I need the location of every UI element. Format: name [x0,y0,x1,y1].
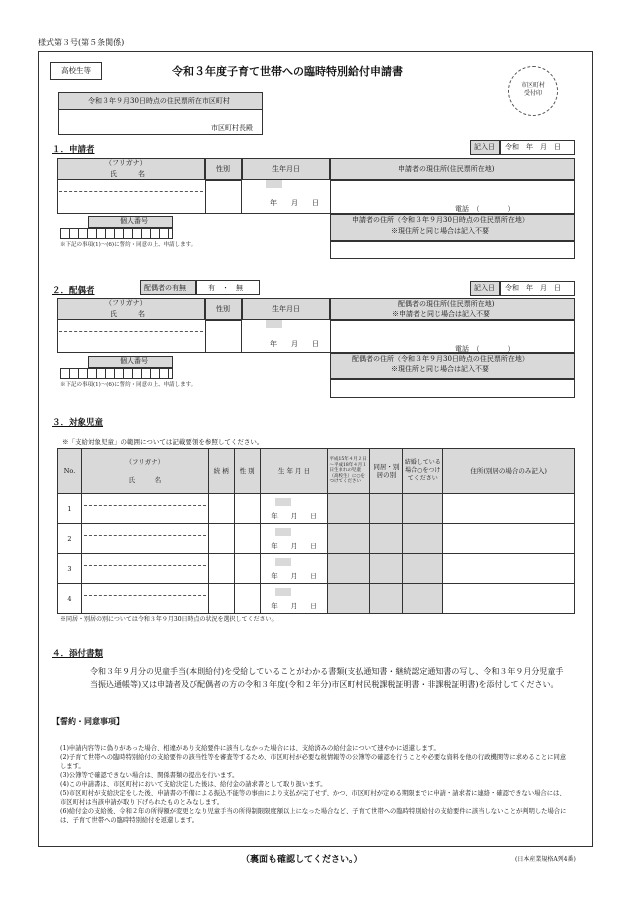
form-number: 様式第３号(第５条関係) [38,38,125,47]
col-cohabitation: 同居・別居の別 [370,449,403,494]
children-footnote: ※同居・別居の別については令和３年９月30日時点の状況を選択してください。 [60,616,278,623]
current-address-label: 申請者の現住所(住民票所在地) [398,165,495,173]
table-row [58,524,575,554]
col-married: 結婚している場合○をつけてください [403,449,443,494]
child-cohab-cell[interactable] [370,584,403,614]
paper-size-note: (日本産業規格A列4番) [515,856,576,863]
has-spouse-options: 有 ・ 無 [208,284,243,292]
spouse-entry-date-value: 令和 年 月 日 [505,284,561,292]
municipality-field[interactable] [60,112,260,124]
child-relation-cell[interactable] [208,554,234,584]
section-children-title: ３．対象児童 [52,418,104,428]
birthdate-field[interactable]: 年 月 日 [270,199,319,207]
pledge-item: (1)申請内容等に偽りがあった場合、相違があり支給要件に該当しなかった場合には、支給済みの給付金について速やかに返還します。 [60,745,440,752]
col-address: 住所(別居の場合のみ記入) [443,449,575,494]
child-cohab-cell[interactable] [370,554,403,584]
name-label: 氏 名 [110,170,145,178]
has-spouse-label: 配偶者の有無 [144,284,186,292]
sex-label: 性別 [216,165,230,173]
section-attachments-title: ４．添付書類 [52,649,104,659]
child-relation-cell[interactable] [208,584,234,614]
reception-stamp: 市区町村 受付印 [508,66,558,116]
spouse-address-sept30-note: ※現住所と同じ場合は記入不要 [391,365,489,373]
entry-date-value: 令和 年 月 日 [505,143,561,151]
spouse-furigana-label: （フリガナ） [105,299,147,307]
child-highschool-cell[interactable] [328,584,370,614]
pledge-title: 【誓約・同意事項】 [52,716,124,726]
child-married-cell[interactable] [403,554,443,584]
spouse-mynumber-input[interactable] [60,368,173,379]
child-address-cell[interactable] [443,584,575,614]
child-birth-cell[interactable]: 年 月 日 [260,584,328,614]
child-relation-cell[interactable] [208,494,234,524]
child-name-cell[interactable] [81,584,208,614]
spouse-phone-field: 電話 （ ） [455,345,515,353]
child-birth-cell[interactable]: 年 月 日 [260,494,328,524]
children-table [57,448,575,614]
mayor-label: 市区町村長殿 [211,124,253,132]
col-name: （フリガナ） 氏 名 [81,449,208,494]
child-cohab-cell[interactable] [370,524,403,554]
current-address-input[interactable] [330,180,575,214]
col-sex: 性 別 [234,449,260,494]
spouse-name-input[interactable] [59,333,203,351]
child-relation-cell[interactable] [208,524,234,554]
child-name-cell[interactable] [81,524,208,554]
furigana-input[interactable] [59,182,203,192]
row-number: 2 [58,524,82,554]
spouse-name-label: 氏 名 [110,310,145,318]
col-no: No. [58,449,82,494]
sex-input[interactable] [205,180,242,214]
spouse-mynumber-label: 個人番号 [120,357,148,365]
spouse-address-input[interactable] [330,320,575,353]
spouse-birth-label: 生年月日 [272,305,300,313]
child-sex-cell[interactable] [234,584,260,614]
table-row [58,584,575,614]
furigana-label: （フリガナ） [105,159,147,167]
spouse-entry-date-label: 記入日 [474,284,495,292]
spouse-birthdate-field[interactable]: 年 月 日 [270,340,319,348]
back-side-note: （裏面も確認してください。） [241,855,363,865]
category-tag: 高校生等 [50,62,102,80]
child-cohab-cell[interactable] [370,494,403,524]
section-applicant-title: １．申請者 [52,145,95,155]
child-birth-cell[interactable]: 年 月 日 [260,554,328,584]
child-married-cell[interactable] [403,524,443,554]
child-name-cell[interactable] [81,554,208,584]
address-sept30-label: 申請者の住所（令和３年９月30日時点の住民票所在地） [352,216,529,224]
address-sept30-input[interactable] [330,241,575,259]
children-note: ※「支給対象児童」の範囲については記載要領を参照してください。 [62,438,264,446]
spouse-sex-label: 性別 [216,305,230,313]
child-address-cell[interactable] [443,494,575,524]
child-sex-cell[interactable] [234,554,260,584]
child-sex-cell[interactable] [234,494,260,524]
row-number: 3 [58,554,82,584]
child-birth-cell[interactable]: 年 月 日 [260,524,328,554]
col-relation: 続 柄 [208,449,234,494]
child-highschool-cell[interactable] [328,524,370,554]
address-sept30-note: ※現住所と同じ場合は記入不要 [391,227,489,235]
spouse-consent-note: ※下記の事項(1)～(6)に誓約・同意の上、申請します。 [60,382,197,388]
child-highschool-cell[interactable] [328,494,370,524]
pledge-list [60,744,570,825]
spouse-address-sept30-label: 配偶者の住所（令和３年９月30日時点の住民票所在地） [352,355,529,363]
child-address-cell[interactable] [443,524,575,554]
section-spouse-title: ２．配偶者 [52,286,95,296]
phone-field: 電話 （ ） [455,205,515,213]
pledge-item: (3)公簿等で確認できない場合は、関係書類の提出を行います。 [60,772,239,779]
table-row [58,494,575,524]
entry-date-label: 記入日 [474,143,495,151]
table-row [58,554,575,584]
col-birth: 生 年 月 日 [260,449,328,494]
child-married-cell[interactable] [403,584,443,614]
spouse-address-note: ※申請者と同じ場合は記入不要 [392,310,490,318]
child-married-cell[interactable] [403,494,443,524]
child-address-cell[interactable] [443,554,575,584]
child-highschool-cell[interactable] [328,554,370,584]
pledge-item: (4)この申請書は、市区町村において支給決定した後は、給付金の請求書として取り扱います。 [60,781,327,788]
spouse-address-sept30-input[interactable] [330,379,575,398]
attachments-body: 令和３年９月分の児童手当(本則給付)を受給していることがわかる書類(支払通知書・継続認定通知書の写し、令和３年９月分児童手当振込通帳等)又は申請者及び配偶者の方の令和３年度(令和２年分)市区町村民税課税証明書・非課税証明書)を添付してください。 [90,667,564,689]
row-number: 1 [58,494,82,524]
child-sex-cell[interactable] [234,524,260,554]
consent-note: ※下記の事項(1)～(6)に誓約・同意の上、申請します。 [60,242,197,248]
col-highschool: 平成15年４月２日～平成18年４月１日生まれの児童（高校生）に○をつけてください [328,449,370,494]
address-box-header: 令和３年９月30日時点の住民票所在市区町村 [88,97,230,105]
child-name-cell[interactable] [81,494,208,524]
name-input[interactable] [59,193,203,212]
pledge-item: (2)子育て世帯への臨時特別給付の支給要件の該当性等を審査等するため、市区町村が必要な税情報等の公簿等の確認を行うことや必要な資料を他の行政機関等に求めることに同意します。 [60,754,567,770]
form-title: 令和３年度子育て世帯への臨時特別給付申請書 [172,65,403,78]
mynumber-label: 個人番号 [120,217,148,225]
birth-label: 生年月日 [272,165,300,173]
row-number: 4 [58,584,82,614]
pledge-item: (5)市区町村が支給決定をした後、申請書の不備による振込不能等の事由により支払が完了せず、かつ、市区町村が定める期限までに申請・請求者に連絡・確認できない場合には、市区町村は当該申請が取り下げられたものとみなします。 [60,790,566,806]
pledge-item: (6)給付金の支給後、令和２年の所得額が変更となり児童手当の所得制限限度額以上になった場合など、子育て世帯への臨時特別給付の支給要件に該当しないことが判明した場合には、子育て世帯への臨時特別給付を返還します。 [60,808,567,824]
spouse-furigana-input[interactable] [59,322,203,332]
mynumber-input[interactable] [60,228,173,239]
spouse-address-label: 配偶者の現住所(住民票所在地) [398,300,495,308]
spouse-sex-input[interactable] [205,320,242,353]
